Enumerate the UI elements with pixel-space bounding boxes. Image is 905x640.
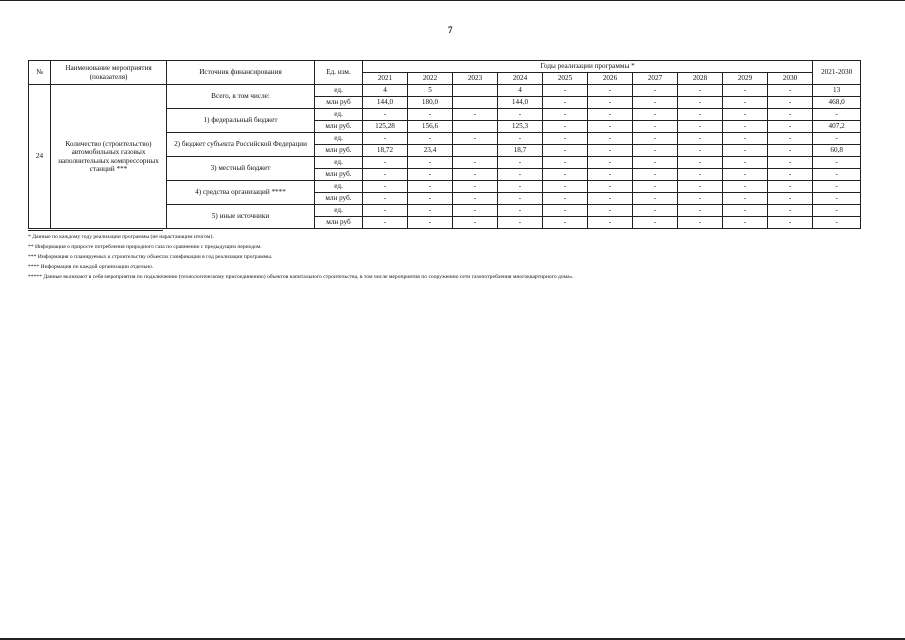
value-cell: - [453, 109, 498, 121]
value-cell: - [678, 205, 723, 217]
value-cell: - [633, 145, 678, 157]
value-cell: - [408, 181, 453, 193]
total-cell: 407,2 [813, 121, 861, 133]
value-cell: - [633, 205, 678, 217]
value-cell: - [678, 85, 723, 97]
value-cell: - [723, 121, 768, 133]
value-cell: - [543, 193, 588, 205]
value-cell: - [498, 133, 543, 145]
value-cell: - [678, 133, 723, 145]
unit-cell: млн руб. [315, 145, 363, 157]
footnote-item: **** Информация по каждой организации отдельно. [28, 264, 154, 270]
header-year: 2030 [768, 73, 813, 85]
value-cell: 4 [498, 85, 543, 97]
unit-cell: ед. [315, 181, 363, 193]
value-cell: - [588, 85, 633, 97]
unit-cell: млн руб. [315, 121, 363, 133]
unit-cell: ед. [315, 157, 363, 169]
value-cell: - [678, 181, 723, 193]
value-cell: - [453, 217, 498, 229]
value-cell: - [363, 169, 408, 181]
value-cell: 18,7 [498, 145, 543, 157]
value-cell: - [408, 193, 453, 205]
value-cell: - [453, 205, 498, 217]
value-cell [453, 97, 498, 109]
value-cell: - [453, 193, 498, 205]
value-cell: - [408, 217, 453, 229]
header-year: 2024 [498, 73, 543, 85]
value-cell: - [543, 145, 588, 157]
value-cell: - [723, 85, 768, 97]
value-cell: 156,6 [408, 121, 453, 133]
value-cell: - [768, 181, 813, 193]
value-cell: 5 [408, 85, 453, 97]
header-unit: Ед. изм. [315, 61, 363, 85]
value-cell: - [678, 145, 723, 157]
header-year: 2027 [633, 73, 678, 85]
value-cell: 125,28 [363, 121, 408, 133]
value-cell: - [678, 121, 723, 133]
value-cell: - [768, 157, 813, 169]
value-cell: - [363, 181, 408, 193]
footnote-item: ***** Данные включают в себя мероприятия по подключению (технологическому присоединению) объектов капитального строительства, в том числе мероприятия по сооружению сети газопотребления многоквартирного дома». [28, 274, 574, 280]
header-year: 2026 [588, 73, 633, 85]
value-cell: - [363, 109, 408, 121]
value-cell: - [768, 217, 813, 229]
value-cell: - [768, 193, 813, 205]
value-cell: - [678, 109, 723, 121]
value-cell: - [453, 133, 498, 145]
value-cell: - [588, 97, 633, 109]
page-number: 7 [448, 25, 453, 35]
value-cell: - [768, 169, 813, 181]
value-cell: - [588, 193, 633, 205]
value-cell: - [543, 97, 588, 109]
value-cell: - [723, 97, 768, 109]
value-cell: - [723, 157, 768, 169]
value-cell [453, 145, 498, 157]
value-cell: - [408, 109, 453, 121]
value-cell: - [363, 157, 408, 169]
value-cell: - [768, 205, 813, 217]
value-cell: - [678, 193, 723, 205]
value-cell: 144,0 [498, 97, 543, 109]
value-cell: - [723, 109, 768, 121]
value-cell: - [498, 157, 543, 169]
total-cell: - [813, 169, 861, 181]
value-cell: - [588, 217, 633, 229]
value-cell: - [543, 205, 588, 217]
table-row [29, 85, 861, 97]
value-cell: - [363, 205, 408, 217]
unit-cell: ед. [315, 205, 363, 217]
row-name: Количество (строительство) автомобильных газовых наполнительных компрессорных станций *** [51, 85, 167, 229]
footnote-rule [28, 230, 163, 231]
value-cell: - [633, 217, 678, 229]
value-cell: - [543, 169, 588, 181]
value-cell: - [498, 181, 543, 193]
header-year: 2023 [453, 73, 498, 85]
value-cell: - [633, 109, 678, 121]
header-years-group: Годы реализации программы * [363, 61, 813, 73]
value-cell: - [678, 217, 723, 229]
value-cell: - [768, 133, 813, 145]
unit-cell: ед. [315, 85, 363, 97]
header-year: 2021 [363, 73, 408, 85]
unit-cell: ед. [315, 133, 363, 145]
value-cell: - [633, 181, 678, 193]
value-cell: - [408, 169, 453, 181]
value-cell: - [543, 85, 588, 97]
value-cell: - [678, 169, 723, 181]
value-cell: - [633, 157, 678, 169]
unit-cell: млн руб. [315, 169, 363, 181]
value-cell: - [723, 169, 768, 181]
value-cell: - [363, 217, 408, 229]
funding-source: Всего, в том числе: [167, 85, 315, 109]
total-cell: - [813, 157, 861, 169]
value-cell: - [498, 217, 543, 229]
unit-cell: млн руб [315, 97, 363, 109]
value-cell: - [723, 205, 768, 217]
funding-source: 1) федеральный бюджет [167, 109, 315, 133]
footnote-item: *** Информация о планируемых к строительству объектах газификации в год реализации программы. [28, 254, 273, 260]
total-cell: - [813, 205, 861, 217]
value-cell: - [498, 109, 543, 121]
value-cell: - [453, 157, 498, 169]
value-cell: 125,3 [498, 121, 543, 133]
total-cell: - [813, 133, 861, 145]
value-cell: - [498, 169, 543, 181]
value-cell: - [633, 85, 678, 97]
header-name: Наименование мероприятия (показателя) [51, 61, 167, 85]
value-cell: - [768, 121, 813, 133]
funding-source: 5) иные источники [167, 205, 315, 229]
value-cell: - [633, 169, 678, 181]
value-cell [453, 121, 498, 133]
value-cell: - [633, 121, 678, 133]
footnote-item: * Данные по каждому году реализации программы (не нарастающим итогом). [28, 234, 214, 240]
funding-source: 4) средства организаций **** [167, 181, 315, 205]
row-number: 24 [29, 85, 51, 229]
total-cell: 468,0 [813, 97, 861, 109]
value-cell: - [408, 133, 453, 145]
header-source: Источник финансирования [167, 61, 315, 85]
value-cell: - [723, 193, 768, 205]
value-cell: - [723, 181, 768, 193]
value-cell: - [588, 181, 633, 193]
value-cell: - [498, 205, 543, 217]
value-cell: - [408, 205, 453, 217]
value-cell: - [678, 157, 723, 169]
total-cell: - [813, 193, 861, 205]
value-cell: - [633, 97, 678, 109]
value-cell: - [723, 217, 768, 229]
funding-source: 3) местный бюджет [167, 157, 315, 181]
value-cell: 4 [363, 85, 408, 97]
value-cell: - [498, 193, 543, 205]
funding-source: 2) бюджет субъекта Российской Федерации [167, 133, 315, 157]
value-cell: - [543, 121, 588, 133]
top-border-line [0, 0, 905, 1]
value-cell: - [588, 133, 633, 145]
value-cell: - [588, 145, 633, 157]
header-no: № [29, 61, 51, 85]
value-cell: - [543, 217, 588, 229]
value-cell: - [588, 121, 633, 133]
value-cell: - [543, 109, 588, 121]
value-cell: - [408, 157, 453, 169]
total-cell: 13 [813, 85, 861, 97]
value-cell: - [543, 133, 588, 145]
value-cell: 180,0 [408, 97, 453, 109]
value-cell [453, 85, 498, 97]
header-year: 2022 [408, 73, 453, 85]
value-cell: - [588, 169, 633, 181]
total-cell: - [813, 181, 861, 193]
value-cell: - [543, 181, 588, 193]
value-cell: - [363, 193, 408, 205]
unit-cell: млн руб. [315, 193, 363, 205]
total-cell: 60,8 [813, 145, 861, 157]
unit-cell: ед. [315, 109, 363, 121]
unit-cell: млн руб [315, 217, 363, 229]
program-table [28, 60, 861, 229]
header-total: 2021-2030 [813, 61, 861, 85]
value-cell: - [588, 205, 633, 217]
value-cell: - [588, 109, 633, 121]
value-cell: 23,4 [408, 145, 453, 157]
footnote-item: ** Информация о приросте потребления природного газа по сравнению с предыдущим периодом. [28, 244, 262, 250]
value-cell: - [453, 181, 498, 193]
value-cell: - [768, 97, 813, 109]
value-cell: - [633, 133, 678, 145]
value-cell: - [768, 85, 813, 97]
value-cell: - [363, 133, 408, 145]
header-year: 2025 [543, 73, 588, 85]
value-cell: - [588, 157, 633, 169]
value-cell: - [633, 193, 678, 205]
value-cell: - [723, 145, 768, 157]
value-cell: 144,0 [363, 97, 408, 109]
value-cell: - [678, 97, 723, 109]
value-cell: - [768, 145, 813, 157]
total-cell: - [813, 109, 861, 121]
total-cell: - [813, 217, 861, 229]
value-cell: - [768, 109, 813, 121]
header-row [29, 61, 861, 73]
value-cell: 18,72 [363, 145, 408, 157]
value-cell: - [723, 133, 768, 145]
header-year: 2029 [723, 73, 768, 85]
header-year: 2028 [678, 73, 723, 85]
value-cell: - [543, 157, 588, 169]
value-cell: - [453, 169, 498, 181]
